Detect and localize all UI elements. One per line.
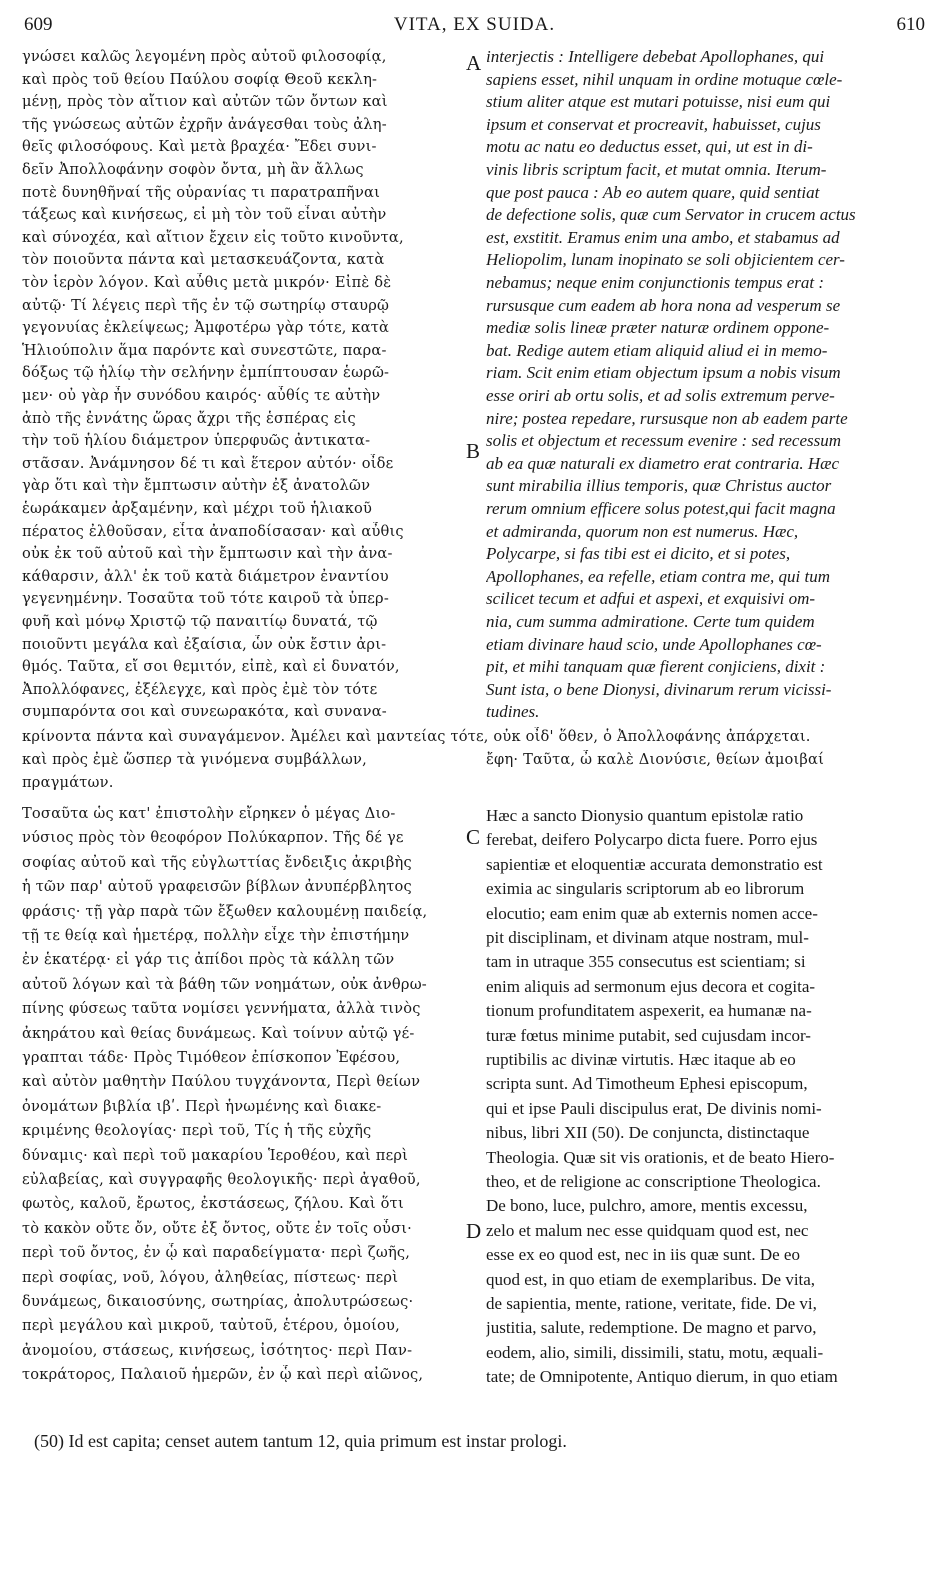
latin-text-line: nibus, libri XII (50). De conjuncta, distinctaque bbox=[486, 1123, 810, 1143]
greek-text-line: κάθαρσιν, ἀλλ' ἐκ τοῦ κατὰ διάμετρον ἐναντίου bbox=[22, 567, 389, 585]
latin-text-line: de sapientia, mente, ratione, veritate, fide. De vi, bbox=[486, 1294, 817, 1313]
latin-text-line: riam. Scit enim etiam objectum ipsum a nobis visum bbox=[486, 363, 841, 383]
latin-text-line: de defectione solis, quæ cum Servator in crucem actus bbox=[486, 205, 856, 225]
greek-text-line: γραπται τάδε· Πρὸς Τιμόθεον ἐπίσκοπον Ἐφέσου, bbox=[22, 1049, 401, 1066]
greek-text-line: σοφίας αὐτοῦ καὶ τῆς εὐγλωττίας ἔνδειξις ἀκριβὴς bbox=[22, 853, 412, 871]
greek-text-line: ἀνομοίου, στάσεως, κινήσεως, ἰσότητος· περὶ Παν- bbox=[22, 1341, 413, 1359]
greek-text-line: ἑωράκαμεν ἀρξαμένην, καὶ μέχρι τοῦ ἡλιακοῦ bbox=[22, 500, 373, 517]
latin-text-line: eximia ac singularis scriptorum ab eo librorum bbox=[486, 879, 805, 899]
latin-text-line: Theologia. Quæ sit vis orationis, et de beato Hiero- bbox=[486, 1147, 835, 1167]
latin-text-line: theo, et de religione ac conscriptione Theologica. bbox=[486, 1172, 821, 1191]
margin-marker-d: D bbox=[466, 1219, 482, 1243]
greek-text-line: τὸ κακὸν οὔτε ὄν, οὔτε ἐξ ὄντος, οὔτε ἐν τοῖς οὖσι· bbox=[22, 1219, 413, 1237]
footnote: (50) Id est capita; censet autem tantum 12, quia primum est instar prologi. bbox=[34, 1431, 567, 1451]
latin-text-line: tionum profunditatem aspexerit, ea humanæ na- bbox=[486, 1001, 812, 1021]
greek-text-line: τοκράτορος, Παλαιοῦ ἡμερῶν, ἐν ᾧ καὶ περὶ αἰῶνος, bbox=[22, 1366, 424, 1384]
greek-text-line: φράσις· τῇ γὰρ παρὰ τῶν ἔξωθεν καλουμένῃ παιδείᾳ, bbox=[22, 902, 428, 920]
latin-text-line: zelo et malum nec esse quidquam quod est, nec bbox=[486, 1220, 809, 1240]
latin-text-line: sapientiæ et eloquentiæ accurata demonstratio est bbox=[486, 854, 823, 874]
latin-text-line: Heliopolim, lunam inopinato se soli objicientem cer- bbox=[486, 250, 845, 270]
greek-text-line: πραγμάτων. bbox=[22, 774, 114, 791]
latin-text-line: qui et ipse Pauli discipulus erat, De divinis nomi- bbox=[486, 1098, 822, 1118]
greek-text-line: δόξως τῷ ἡλίῳ τὴν σελήνην ἐμπίπτουσαν ἑωρῶ- bbox=[22, 364, 390, 382]
latin-text-line: scilicet tecum et adfui et aspexi, et exquisivi om- bbox=[486, 589, 816, 609]
greek-text-line: ἀπὸ τῆς ἐννάτης ὥρας ἄχρι τῆς ἑσπέρας εἰς bbox=[22, 409, 356, 427]
greek-text-line: τὸν ποιοῦντα πάντα καὶ μετασκευάζοντα, κατὰ bbox=[22, 251, 385, 269]
greek-text-line: αὐτοῦ λόγων καὶ τὰ βάθη τῶν νοημάτων, οὐκ ἀνθρω- bbox=[22, 975, 427, 993]
margin-marker-b: B bbox=[466, 439, 481, 463]
greek-text-line: καὶ αὐτὸν μαθητὴν Παύλου τυγχάνοντα, Περὶ θείων bbox=[22, 1073, 421, 1091]
running-title: VITA, EX SUIDA. bbox=[393, 14, 556, 35]
greek-text-line: οὐκ ἐκ τοῦ αὐτοῦ καὶ τὴν ἔμπτωσιν καὶ τὴν ἀνα- bbox=[22, 545, 393, 563]
greek-text-line: Τοσαῦτα ὡς κατ' ἐπιστολὴν εἴρηκεν ὁ μέγας Διο- bbox=[22, 805, 396, 822]
latin-text-line: De bono, luce, pulchro, amore, mentis excessu, bbox=[486, 1196, 808, 1216]
greek-text-line: Ἀπολλόφανες, ἐξέλεγχε, καὶ πρὸς ἐμὲ τὸν τότε bbox=[22, 680, 378, 698]
greek-text-line: ἡ τῶν παρ' αὐτοῦ γραφεισῶν βίβλων ἀνυπέρβλητος bbox=[22, 878, 412, 896]
greek-text-line: δυνάμεως, δικαιοσύνης, σωτηρίας, ἀπολυτρώσεως· bbox=[22, 1293, 414, 1310]
page-header bbox=[24, 8, 925, 42]
latin-text-line: esse oriri ab ortu solis, et ad solis extremum perve- bbox=[486, 386, 835, 405]
latin-text-line: rursusque cum eadem ab hora nona ad vesperum se bbox=[486, 295, 841, 315]
greek-text-line: φυῆ καὶ μόνῳ Χριστῷ τῷ παναιτίῳ δυνατά, τῷ bbox=[22, 613, 378, 630]
margin-marker-c: C bbox=[466, 825, 481, 849]
latin-text-line: justitia, salute, redemptione. De magno et parvo, bbox=[486, 1318, 817, 1338]
greek-text-line: στᾶσαν. Ἀνάμνησον δέ τι καὶ ἕτερον αὐτόν· οἶδε bbox=[22, 454, 394, 472]
latin-text-line: pit, et mihi tanquam quæ fierent conjiciens, dixit : bbox=[486, 657, 826, 677]
latin-text-line: ipsum et conservat et procreavit, habuisset, cujus bbox=[486, 114, 821, 134]
greek-text-line: μένῃ, πρὸς τὸν αἴτιον καὶ αὐτῶν τῶν ὄντων καὶ bbox=[22, 93, 388, 111]
latin-text-line: etiam divinare haud scio, unde Apollophanes cœ- bbox=[486, 634, 822, 654]
latin-text-line: sunt mirabilia illius temporis, quæ Christus auctor bbox=[486, 476, 832, 496]
greek-text-line: ποτὲ δυνηθῆναί τῆς οὐρανίας τι παρατραπῆναι bbox=[22, 183, 381, 201]
greek-text-line: καὶ πρὸς ἐμὲ ὥσπερ τὰ γινόμενα συμβάλλων, bbox=[22, 751, 367, 768]
latin-text-line: solis et objectum et recessum evenire : sed recessum bbox=[486, 431, 841, 451]
latin-text-line: Polycarpe, si fas tibi est ei dicito, et si potes, bbox=[486, 544, 791, 564]
greek-text-line: δεῖν Ἀπολλοφάνην σοφὸν ὄντα, μὴ ἂν ἄλλως bbox=[22, 161, 364, 178]
latin-text-line: scripta sunt. Ad Timotheum Ephesi episcopum, bbox=[486, 1074, 808, 1094]
greek-full-line: κρίνοντα πάντα καὶ συναγάμενον. Ἀμέλει καὶ μαντείας τότε, οὐκ οἶδ' ὅθεν, ὁ Ἀπολλοφάνης ἀπάρχεται. bbox=[22, 728, 811, 745]
greek-text-line: τάξεως καὶ κινήσεως, εἰ μὴ τὸν τοῦ εἶναι αὐτὴν bbox=[22, 206, 387, 224]
latin-text-line: Sunt ista, o bene Dionysi, divinarum rerum vicissi- bbox=[486, 679, 832, 699]
latin-text-line: enim aliquis ad sermonum ejus decora et cogita- bbox=[486, 976, 816, 996]
greek-text-line: γεγονυίας ἐκλείψεως; Ἀμφοτέρω γὰρ τότε, κατὰ bbox=[22, 319, 390, 337]
greek-text-line: γεγενημένην. Τοσαῦτα τοῦ τότε καιροῦ τὰ ὑπερ- bbox=[22, 590, 389, 608]
greek-text-line: περὶ μεγάλου καὶ μικροῦ, ταὐτοῦ, ἑτέρου, ὁμοίου, bbox=[22, 1317, 400, 1335]
greek-text-line: εὐλαβείας, καὶ συγγραφῆς θεολογικῆς· περὶ ἀγαθοῦ, bbox=[22, 1171, 421, 1188]
latin-text-line: et admiranda, quorum non est numerus. Hæc, bbox=[486, 521, 799, 541]
greek-text-line: ὀνομάτων βιβλία ιβʹ. Περὶ ἡνωμένης καὶ διακε- bbox=[22, 1097, 382, 1115]
latin-text-line: sapiens esset, nihil unquam in ordine motuque cœle- bbox=[486, 69, 843, 89]
latin-text-line: tam in utraque 355 consecutus est scientiam; si bbox=[486, 952, 806, 972]
greek-text-line: γνώσει καλῶς λεγομένη πρὸς αὐτοῦ φιλοσοφίᾳ, bbox=[22, 48, 387, 65]
latin-text-line: tudines. bbox=[486, 702, 540, 722]
greek-text-line: κριμένης θεολογίας· περὶ τοῦ, Τίς ἡ τῆς εὐχῆς bbox=[22, 1122, 372, 1140]
greek-text-line: τὸν ἱερὸν λόγον. Καὶ αὖθις μετὰ μικρόν· Εἰπὲ δὲ bbox=[22, 274, 392, 291]
greek-text-line: θεῖς φιλοσόφους. Καὶ μετὰ βραχέα· Ἔδει συνι- bbox=[22, 138, 377, 156]
page-number-left: 609 bbox=[24, 14, 53, 35]
greek-text-line: αὐτῷ· Τί λέγεις περὶ τῆς ἐν τῷ σωτηρίῳ σταυρῷ bbox=[22, 296, 390, 314]
latin-text-line: rerum omnium efficere solus potest,qui facit magna bbox=[486, 499, 836, 518]
latin-text-line: mediæ solis lineæ præter naturæ ordinem oppone- bbox=[486, 318, 830, 338]
greek-text-line: θμός. Ταῦτα, εἴ σοι θεμιτόν, εἰπὲ, καὶ εἰ δυνατόν, bbox=[22, 658, 400, 676]
latin-text-line: elocutio; eam enim quæ ab externis nomen acce- bbox=[486, 903, 818, 923]
greek-text-line: ἐν ἑκατέρᾳ· εἰ γάρ τις ἀπίδοι πρὸς τὰ κάλλη τῶν bbox=[22, 951, 395, 969]
latin-text-line: stium aliter atque est mutari potuisse, nisi eum qui bbox=[486, 92, 831, 112]
greek-text-line: τῆς γνώσεως αὐτῶν ἐχρῆν ἀνάγεσθαι τοὺς ἀλη- bbox=[22, 115, 387, 133]
greek-text-line: καὶ πρὸς τοῦ θείου Παύλου σοφίᾳ Θεοῦ κεκλη- bbox=[22, 70, 378, 88]
greek-text-line: καὶ σύνοχέα, καὶ αἴτιον ἔχειν εἰς τοῦτο κινοῦντα, bbox=[22, 228, 404, 246]
latin-text-line: nia, cum summa admiratione. Certe tum quidem bbox=[486, 612, 815, 631]
greek-text-line: φωτὸς, καλοῦ, ἔρωτος, ἐκστάσεως, ζήλου. Καὶ ὅτι bbox=[22, 1195, 404, 1213]
greek-text-line: πίνης φύσεως ταῦτα νομίσει γεννήματα, ἀλλὰ τινὸς bbox=[22, 1000, 421, 1018]
greek-text-line: ἔφη· Ταῦτα, ὦ καλὲ Διονύσιε, θείων ἀμοιβαί bbox=[486, 751, 825, 768]
latin-text-line: ab ea quæ naturali ex diametro erat contraria. Hæc bbox=[486, 453, 840, 473]
greek-text-line: γὰρ ὅτι καὶ τὴν ἔμπτωσιν αὐτὴν ἐξ ἀνατολῶν bbox=[22, 477, 371, 495]
latin-text-line: nire; postea repedare, rursusque non ab eadem parte bbox=[486, 408, 848, 428]
latin-text-line: eodem, alio, simili, dissimili, statu, motu, æquali- bbox=[486, 1342, 824, 1362]
latin-text-line: turæ fœtus minime putabit, sed cujusdam incor- bbox=[486, 1025, 811, 1045]
latin-text-line: vinis libris scriptum facit, et mutat omnia. Iterum- bbox=[486, 160, 827, 179]
greek-text-line: ἀκηράτου καὶ θείας δυνάμεως. Καὶ τοίνυν αὐτῷ γέ- bbox=[22, 1024, 415, 1042]
latin-text-line: motu ac natu eo deductus esset, qui, ut est in di- bbox=[486, 137, 813, 157]
greek-text-line: περὶ σοφίας, νοῦ, λόγου, ἀληθείας, πίστεως· περὶ bbox=[22, 1268, 399, 1286]
latin-text-line: interjectis : Intelligere debebat Apollophanes, qui bbox=[486, 47, 825, 66]
latin-text-line: que post pauca : Ab eo autem quare, quid sentiat bbox=[486, 182, 820, 202]
greek-text-line: μεν· οὐ γὰρ ἦν συνόδου καιρός· αὖθίς τε αὐτὴν bbox=[22, 387, 381, 404]
greek-text-line: ποιοῦντι μεγάλα καὶ ἐξαίσια, ὧν οὐκ ἔστιν ἀρι- bbox=[22, 635, 387, 653]
latin-text-line: ferebat, deifero Polycarpo dicta fuere. Porro ejus bbox=[486, 830, 818, 850]
greek-text-line: τῇ τε θείᾳ καὶ ἡμετέρᾳ, πολλὴν εἶχε τὴν ἐπιστήμην bbox=[22, 927, 410, 944]
greek-text-line: νύσιος πρὸς τὸν θεοφόρον Πολύκαρπον. Τῆς δέ γε bbox=[22, 829, 404, 847]
latin-text-line: tate; de Omnipotente, Antiquo dierum, in quo etiam bbox=[486, 1367, 838, 1387]
latin-text-line: Apollophanes, ea refelle, etiam contra me, qui tum bbox=[486, 566, 831, 586]
margin-marker-a: A bbox=[466, 51, 482, 75]
latin-text-line: nebamus; neque enim conjunctionis tempus erat : bbox=[486, 273, 825, 292]
latin-text-line: Hæc a sancto Dionysio quantum epistolæ ratio bbox=[486, 806, 804, 825]
greek-text-line: δύναμις· καὶ περὶ τοῦ μακαρίου Ἱεροθέου, καὶ περὶ bbox=[22, 1146, 409, 1164]
latin-text-line: est, exstitit. Eramus enim una ambo, et stabamus ad bbox=[486, 227, 840, 247]
latin-text-line: bat. Redige autem etiam aliquid aliud ei in memo- bbox=[486, 340, 828, 360]
latin-text-line: esse ex eo quod est, nec in iis quæ sunt. De eo bbox=[486, 1245, 800, 1265]
greek-text-line: πέρατος ἐλθοῦσαν, εἶτα ἀναποδίσασαν· καὶ αὖθις bbox=[22, 522, 404, 540]
greek-text-line: τὴν τοῦ ἡλίου διάμετρον ὑπερφυῶς ἀντικατα- bbox=[22, 432, 371, 450]
greek-text-line: συμπαρόντα σοι καὶ συνεωρακότα, καὶ συνανα- bbox=[22, 703, 387, 721]
latin-text-line: pit disciplinam, et divinam atque nostram, mul- bbox=[486, 928, 809, 947]
greek-text-line: Ἡλιούπολιν ἅμα παρόντε καὶ συνεστῶτε, παρα- bbox=[22, 341, 387, 359]
page-number-right: 610 bbox=[896, 14, 925, 35]
latin-text-line: quod est, in quo etiam de exemplaribus. De vita, bbox=[486, 1269, 816, 1289]
greek-text-line: περὶ τοῦ ὄντος, ἐν ᾧ καὶ παραδείγματα· περὶ ζωῆς, bbox=[22, 1244, 411, 1262]
latin-text-line: ruptibilis ac divinæ virtutis. Hæc itaque ab eo bbox=[486, 1050, 796, 1069]
